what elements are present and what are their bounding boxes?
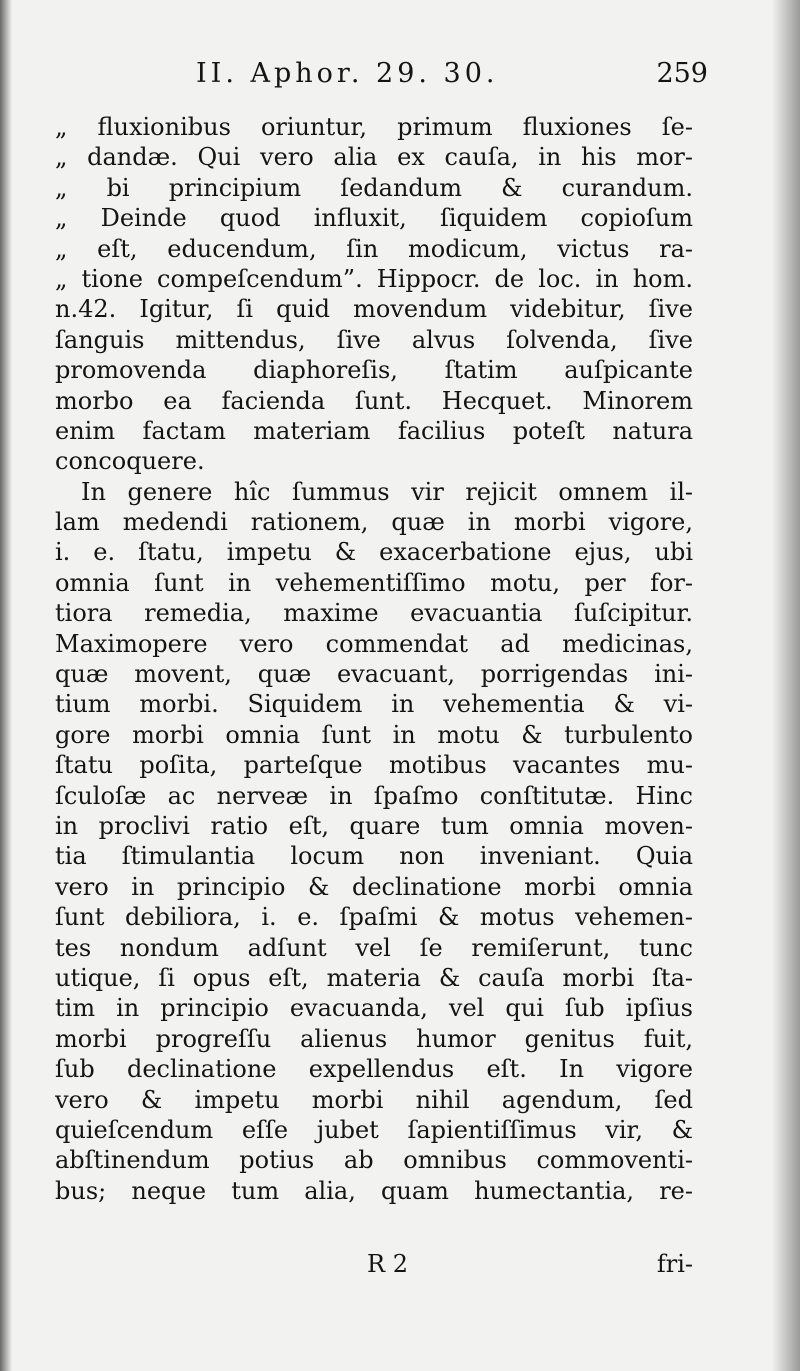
text-line: tium morbi. Siquidem in vehementia & vi- xyxy=(55,690,693,719)
text-line: in proclivi ratio eſt, quare tum omnia moven- xyxy=(55,811,693,840)
text-line: promovenda diaphoreſis, ſtatim auſpicante xyxy=(55,356,693,385)
text-line: i. e. ſtatu, impetu & exacerbatione ejus, ubi xyxy=(55,538,693,567)
page-header xyxy=(196,58,708,98)
text-line: vero & impetu morbi nihil agendum, ſed xyxy=(55,1085,693,1114)
text-line: utique, ſi opus eſt, materia & cauſa morbi ſta- xyxy=(55,963,693,992)
text-line: morbi progreſſu alienus humor genitus fuit, xyxy=(55,1024,693,1053)
text-line: „ bi principium ſedandum & curandum. xyxy=(55,173,693,202)
catchword: fri- xyxy=(656,1250,693,1278)
text-line: quieſcendum eſſe jubet ſapientiſſimus vir, & xyxy=(55,1115,693,1144)
text-line: ſub declinatione expellendus eſt. In vigore xyxy=(55,1055,693,1084)
text-line: concoquere. xyxy=(55,447,205,476)
text-line: ſunt debiliora, i. e. ſpaſmi & motus vehemen- xyxy=(55,903,693,932)
text-line: enim factam materiam facilius poteſt natura xyxy=(55,416,693,445)
body-text xyxy=(55,112,693,1206)
text-line: ſtatu poſita, parteſque motibus vacantes mu- xyxy=(55,751,693,780)
signature-mark: R 2 xyxy=(367,1250,408,1278)
text-line: morbo ea facienda ſunt. Hecquet. Minorem xyxy=(55,386,693,415)
text-line: tim in principio evacuanda, vel qui ſub ipſius xyxy=(55,994,693,1023)
text-line: quæ movent, quæ evacuant, porrigendas ini- xyxy=(55,660,693,689)
text-line: lam medendi rationem, quæ in morbi vigore, xyxy=(55,508,693,537)
text-line: „ fluxionibus oriuntur, primum fluxiones ſe- xyxy=(55,113,693,141)
text-line: ſanguis mittendus, ſive alvus ſolvenda, ſive xyxy=(55,325,693,354)
text-line: „ dandæ. Qui vero alia ex cauſa, in his mor- xyxy=(55,143,693,172)
text-line: „ tione compeſcendum”. Hippocr. de loc. in hom. xyxy=(55,264,693,293)
page-edge-shadow-left xyxy=(0,0,12,1371)
page-number: 259 xyxy=(656,58,708,89)
page-footer xyxy=(55,1250,693,1284)
text-line: ſculoſæ ac nerveæ in ſpaſmo conſtitutæ. Hinc xyxy=(55,781,693,810)
text-line: tes nondum adſunt vel ſe remiſerunt, tunc xyxy=(55,933,693,962)
text-line: Maximopere vero commendat ad medicinas, xyxy=(55,629,693,658)
text-line: „ eſt, educendum, ſin modicum, victus ra- xyxy=(55,234,693,263)
text-line: omnia ſunt in vehementiſſimo motu, per for- xyxy=(55,568,693,597)
text-line: tiora remedia, maxime evacuantia ſuſcipitur. xyxy=(55,599,693,628)
text-line: „ Deinde quod influxit, ſiquidem copioſum xyxy=(55,204,693,233)
text-line: In genere hîc ſummus vir rejicit omnem il- xyxy=(81,477,693,506)
text-line: gore morbi omnia ſunt in motu & turbulento xyxy=(55,720,693,749)
text-line: bus; neque tum alia, quam humectantia, re- xyxy=(55,1176,693,1205)
text-line: abſtinendum potius ab omnibus commoventi- xyxy=(55,1146,693,1175)
text-line: n.42. Igitur, ſi quid movendum videbitur, ſive xyxy=(55,295,693,324)
text-line: vero in principio & declinatione morbi omnia xyxy=(55,872,693,901)
running-title: II. Aphor. 29. 30. xyxy=(196,58,499,89)
page-edge-shadow-right xyxy=(772,0,800,1371)
text-line: tia ſtimulantia locum non inveniant. Quia xyxy=(55,842,693,871)
